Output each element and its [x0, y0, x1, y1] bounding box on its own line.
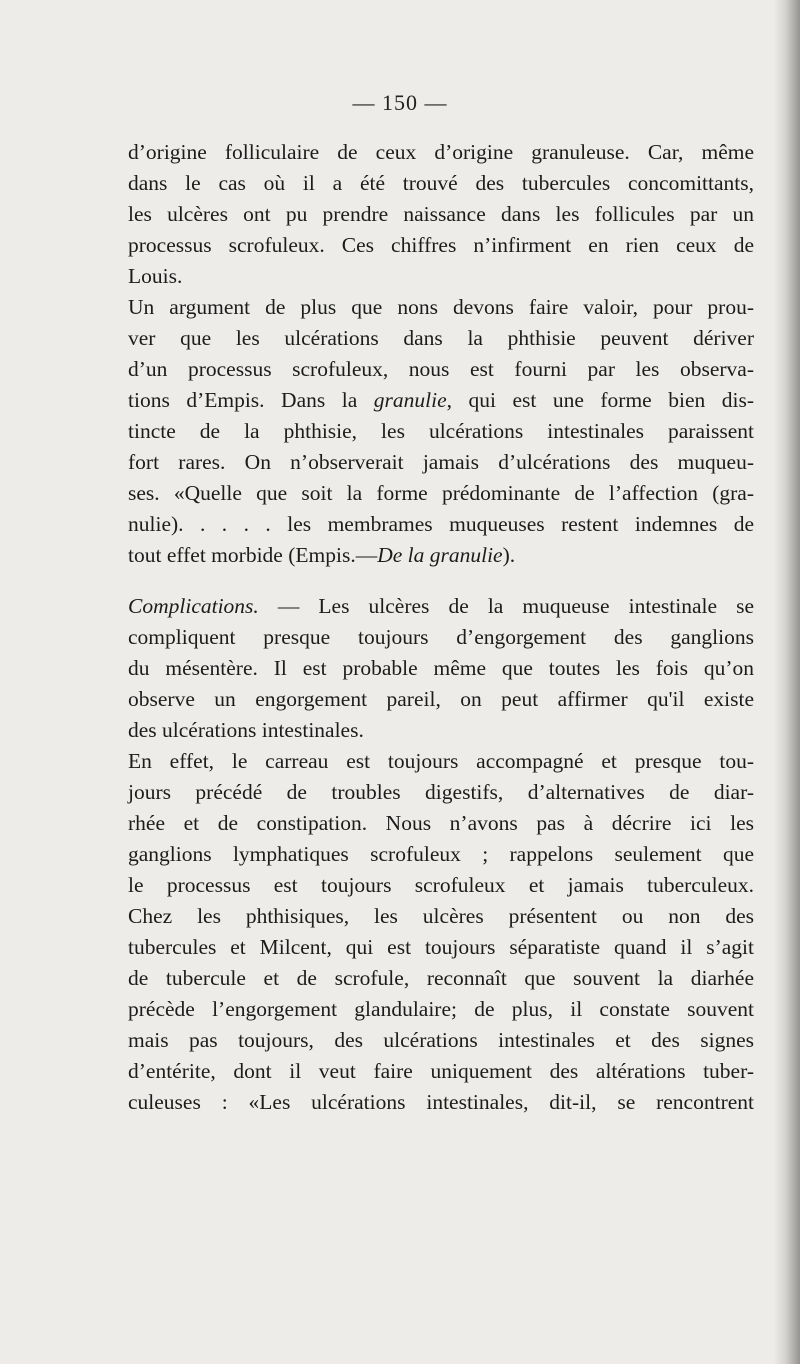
- text-line: d’entérite, dont il veut faire uniquement des altérations tuber-: [128, 1059, 754, 1083]
- text-line: fort rares. On n’observerait jamais d’ulcérations des muqueu-: [128, 450, 754, 474]
- text-line: d’un processus scrofuleux, nous est fourni par les observa-: [128, 357, 754, 381]
- text-line: des ulcérations intestinales.: [128, 718, 364, 742]
- paragraph: [128, 292, 754, 571]
- page-number: — 150 —: [352, 90, 448, 115]
- text-line: dans le cas où il a été trouvé des tubercules concomittants,: [128, 171, 754, 195]
- text-line: Chez les phthisiques, les ulcères présentent ou non des: [128, 904, 754, 928]
- text-line: culeuses : «Les ulcérations intestinales, dit-il, se rencontrent: [128, 1090, 754, 1114]
- text-line: processus scrofuleux. Ces chiffres n’infirment en rien ceux de: [128, 233, 754, 257]
- text-line: le processus est toujours scrofuleux et jamais tuberculeux.: [128, 873, 754, 897]
- text-line: Louis.: [128, 264, 183, 288]
- text-line: ver que les ulcérations dans la phthisie peuvent dériver: [128, 326, 754, 350]
- paragraph: [128, 137, 754, 292]
- paragraph: [128, 746, 754, 1118]
- text-line: ganglions lymphatiques scrofuleux ; rappelons seulement que: [128, 842, 754, 866]
- text-line: du mésentère. Il est probable même que toutes les fois qu’on: [128, 656, 754, 680]
- text-line: tincte de la phthisie, les ulcérations intestinales paraissent: [128, 419, 754, 443]
- paragraph: [128, 591, 754, 746]
- text-line: de tubercule et de scrofule, reconnaît que souvent la diarhée: [128, 966, 754, 990]
- text-line: les ulcères ont pu prendre naissance dans les follicules par un: [128, 202, 754, 226]
- text-line: rhée et de constipation. Nous n’avons pas à décrire ici les: [128, 811, 754, 835]
- text-line: d’origine folliculaire de ceux d’origine granuleuse. Car, même: [128, 140, 754, 164]
- text-line: précède l’engorgement glandulaire; de plus, il constate souvent: [128, 997, 754, 1021]
- text-line: tions d’Empis. Dans la granulie, qui est une forme bien dis-: [128, 388, 754, 412]
- text-line: tout effet morbide (Empis.—De la granulie).: [128, 543, 516, 567]
- text-line: Un argument de plus que nons devons faire valoir, pour prou-: [128, 295, 754, 319]
- paragraph-gap: [128, 571, 754, 591]
- text-line: mais pas toujours, des ulcérations intestinales et des signes: [128, 1028, 754, 1052]
- text-line: nulie). . . . . les membrames muqueuses restent indemnes de: [128, 512, 754, 536]
- text-line: tubercules et Milcent, qui est toujours séparatiste quand il s’agit: [128, 935, 754, 959]
- text-line: jours précédé de troubles digestifs, d’alternatives de diar-: [128, 780, 754, 804]
- text-line: observe un engorgement pareil, on peut affirmer qu'il existe: [128, 687, 754, 711]
- text-line: En effet, le carreau est toujours accompagné et presque tou-: [128, 749, 754, 773]
- text-line: compliquent presque toujours d’engorgement des ganglions: [128, 625, 754, 649]
- page-gutter-shadow: [774, 0, 800, 1364]
- body-text: [128, 137, 754, 1118]
- text-line: ses. «Quelle que soit la forme prédominante de l’affection (gra-: [128, 481, 754, 505]
- text-line: Complications. — Les ulcères de la muqueuse intestinale se: [128, 594, 754, 618]
